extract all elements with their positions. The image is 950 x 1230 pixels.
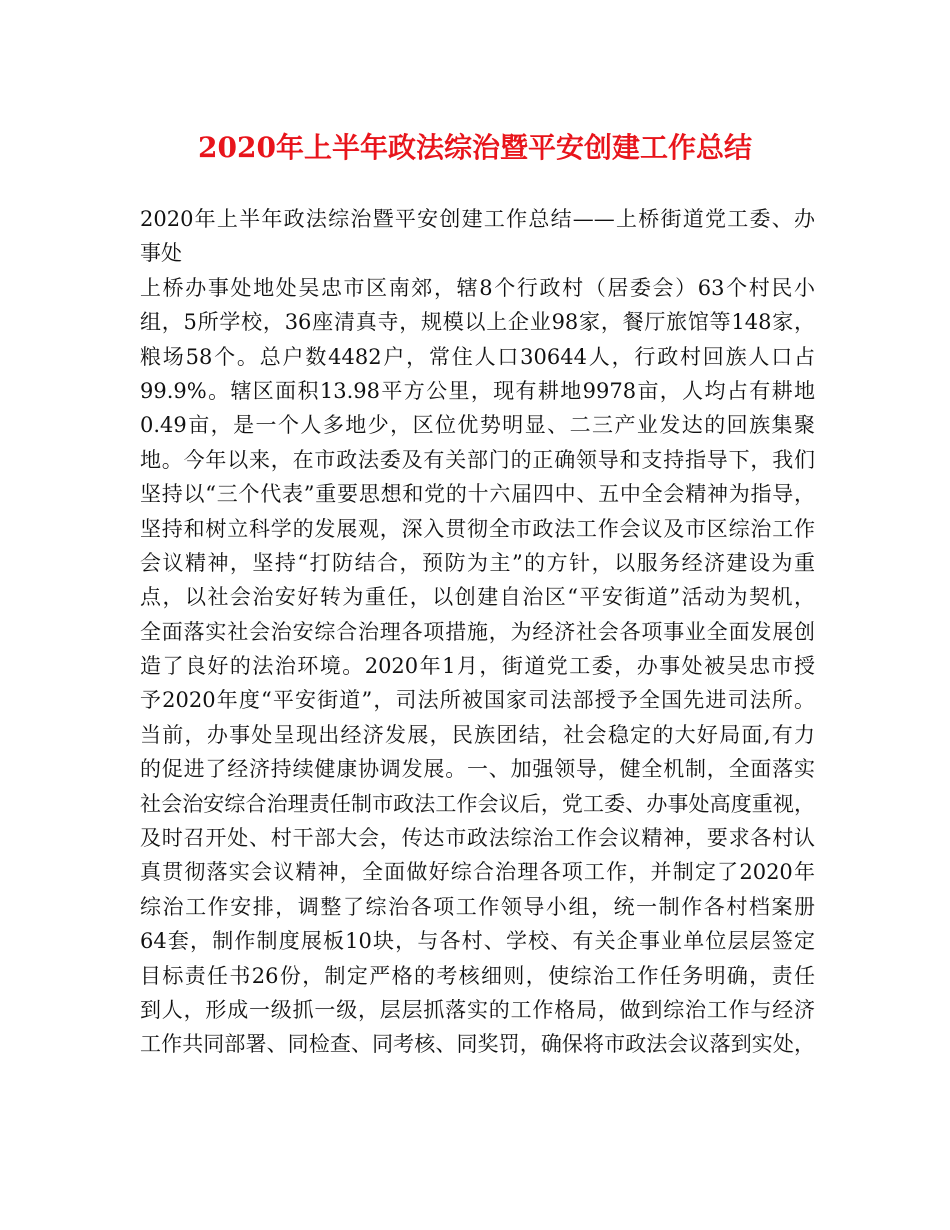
body-line: 会议精神，坚持“打防结合，预防为主”的方针，以服务经济建设为重 [140,550,815,575]
body-line: 点，以社会治安好转为重任，以创建自治区“平安街道”活动为契机， [140,585,815,610]
body-line: 64套，制作制度展板10块，与各村、学校、有关企事业单位层层签定 [140,929,815,954]
body-line: 的促进了经济持续健康协调发展。一、加强领导，健全机制，全面落实 [140,757,815,782]
body-line: 坚持以“三个代表”重要思想和党的十六届四中、五中全会精神为指导， [140,482,815,507]
document-body [140,202,815,1062]
body-line: 社会治安综合治理责任制市政法工作会议后，党工委、办事处高度重视， [140,791,815,816]
body-line: 0.49亩，是一个人多地少，区位优势明显、二三产业发达的回族集聚 [140,413,815,438]
document-title: 2020年上半年政法综治暨平安创建工作总结 [198,131,752,164]
body-line: 事处 [140,241,182,266]
body-line: 到人，形成一级抓一级，层层抓落实的工作格局，做到综治工作与经济 [140,997,815,1022]
body-line: 坚持和树立科学的发展观，深入贯彻全市政法工作会议及市区综治工作 [140,516,815,541]
body-line: 2020年上半年政法综治暨平安创建工作总结——上桥街道党工委、办 [140,207,815,231]
body-line: 造了良好的法治环境。2020年1月，街道党工委，办事处被吴忠市授 [140,654,815,679]
body-line: 予2020年度“平安街道”，司法所被国家司法部授予全国先进司法所。 [140,688,815,713]
body-line: 工作共同部署、同检查、同考核、同奖罚，确保将市政法会议落到实处， [140,1032,815,1057]
body-line: 及时召开处、村干部大会，传达市政法综治工作会议精神，要求各村认 [140,826,815,851]
body-line: 当前，办事处呈现出经济发展，民族团结，社会稳定的大好局面,有力 [140,722,815,747]
body-line: 真贯彻落实会议精神，全面做好综合治理各项工作，并制定了2020年 [140,860,815,885]
body-line: 全面落实社会治安综合治理各项措施，为经济社会各项事业全面发展创 [140,619,815,644]
body-line: 粮场58个。总户数4482户，常住人口30644人，行政村回族人口占 [140,344,815,369]
body-line: 综治工作安排，调整了综治各项工作领导小组，统一制作各村档案册 [140,894,815,919]
body-line: 99.9%。辖区面积13.98平方公里，现有耕地9978亩，人均占有耕地 [140,378,815,403]
body-line: 目标责任书26份，制定严格的考核细则，使综治工作任务明确，责任 [140,963,815,988]
body-line: 地。今年以来，在市政法委及有关部门的正确领导和支持指导下，我们 [140,447,815,472]
body-line: 上桥办事处地处吴忠市区南郊，辖8个行政村（居委会）63个村民小 [140,275,815,300]
body-line: 组，5所学校，36座清真寺，规模以上企业98家，餐厅旅馆等148家， [140,310,815,335]
